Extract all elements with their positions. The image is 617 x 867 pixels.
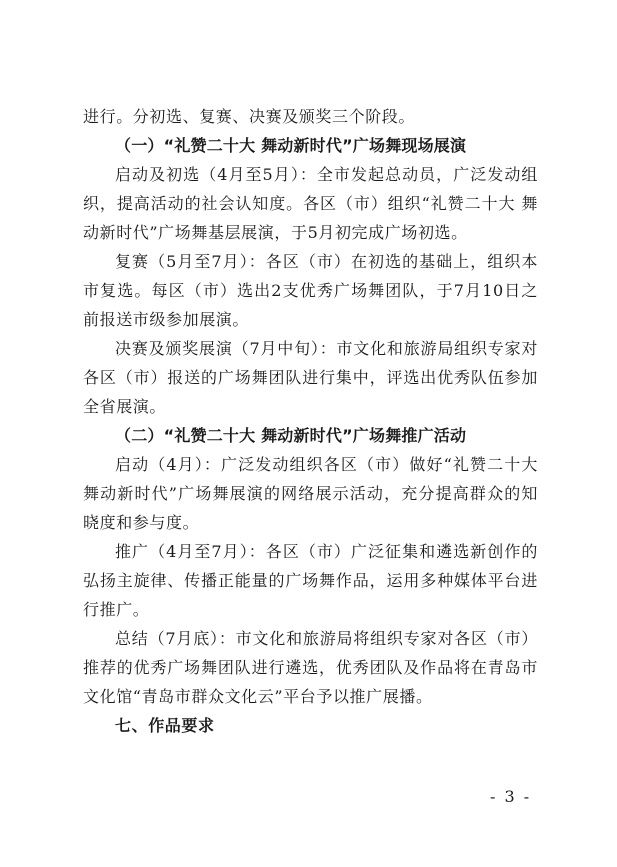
subheading-promotion-activity: （二）“礼赞二十大 舞动新时代”广场舞推广活动 xyxy=(115,426,467,445)
paragraph-promotion: 推广（4月至7月）：各区（市）广泛征集和遴选新创作的弘扬主旋律、传播正能量的广场舞作品，运用多种媒体平台进行推广。 xyxy=(83,542,538,619)
subheading-onsite-performance: （一）“礼赞二十大 舞动新时代”广场舞现场展演 xyxy=(115,136,467,155)
page-number: - 3 - xyxy=(490,787,532,806)
paragraph-launch: 启动（4月）：广泛发动组织各区（市）做好“礼赞二十大 舞动新时代”广场舞展演的网络展示活动，充分提高群众的知晓度和参与度。 xyxy=(83,455,538,532)
document-body xyxy=(83,102,538,740)
paragraph-summary: 总结（7月底）：市文化和旅游局将组织专家对各区（市）推荐的优秀广场舞团队进行遴选，优秀团队及作品将在青岛市文化馆“青岛市群众文化云”平台予以推广展播。 xyxy=(83,629,538,706)
section-heading-work-requirements: 七、作品要求 xyxy=(115,716,215,735)
paragraph-semifinal: 复赛（5月至7月）：各区（市）在初选的基础上，组织本市复选。每区（市）选出2支优秀广场舞团队，于7月10日之前报送市级参加展演。 xyxy=(83,252,538,329)
paragraph-launch-preliminary: 启动及初选（4月至5月）：全市发起总动员，广泛发动组织，提高活动的社会认知度。各区（市）组织“礼赞二十大 舞动新时代”广场舞基层展演，于5月初完成广场初选。 xyxy=(83,165,538,242)
paragraph-intro: 进行。分初选、复赛、决赛及颁奖三个阶段。 xyxy=(83,107,416,126)
paragraph-final-award: 决赛及颁奖展演（7月中旬）：市文化和旅游局组织专家对各区（市）报送的广场舞团队进行集中，评选出优秀队伍参加全省展演。 xyxy=(83,339,538,416)
